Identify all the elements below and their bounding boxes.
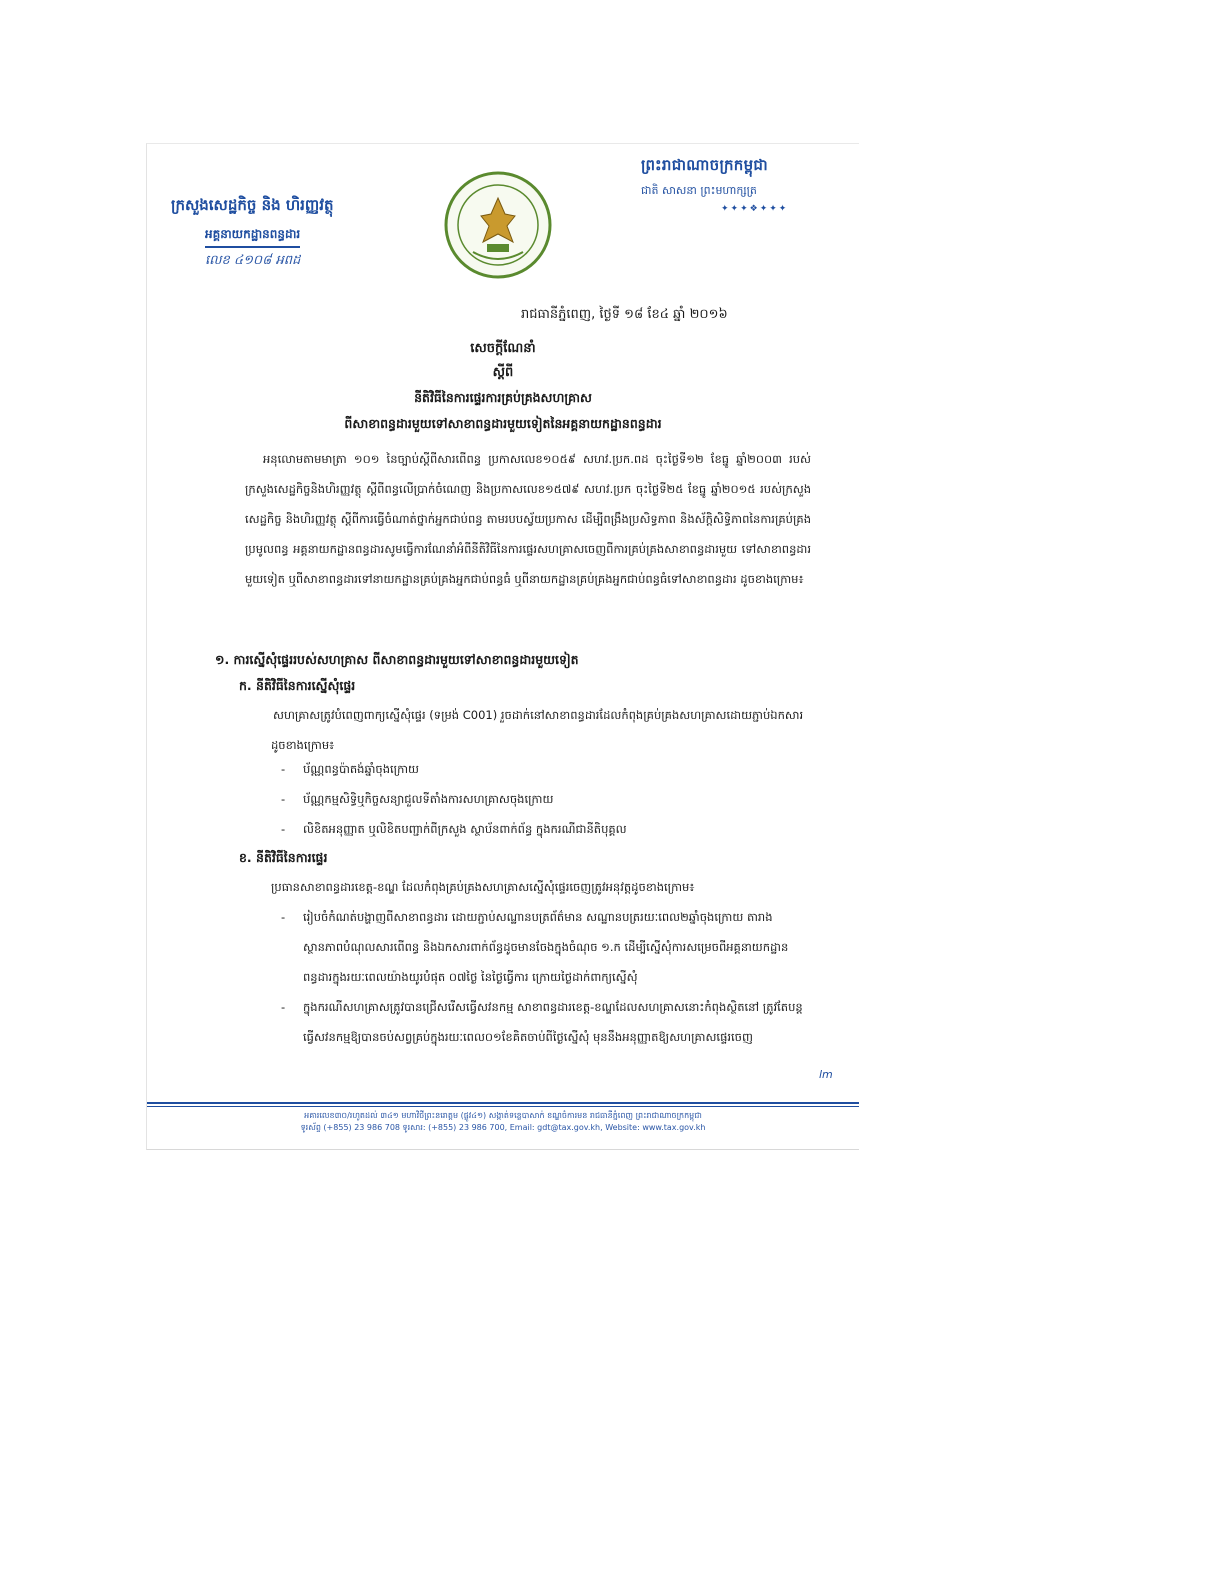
ornament-divider: ✦✦✦❖✦✦✦	[721, 204, 789, 214]
document-page	[146, 143, 859, 1150]
title-line-2: ពីសាខាពន្ធដារមួយទៅសាខាពន្ធដារមួយទៀតនៃអគ្គនាយកដ្ឋានពន្ធដារ	[344, 416, 662, 431]
footer-contact: ទូរស័ព្ទ (+855) 23 986 708 ទូរសារ: (+855) 23 986 700, Email: gdt@tax.gov.kh, Website: www.tax.gov.kh	[300, 1123, 706, 1132]
page-initials: lm	[819, 1068, 833, 1081]
footer-divider-thin	[147, 1106, 859, 1107]
list-item: - រៀបចំកំណត់បង្ហាញពីសាខាពន្ធដារ ដោយភ្ជាប់សណ្ឋានបត្រព័ត៌មាន សណ្ឋានបត្ររយៈពេល២ឆ្នាំចុងក្រោយ តារាងស្ថានភាពបំណុលសារពើពន្ធ និងឯកសារពាក់ព័ន្ធដូចមានចែងក្នុងចំណុច ១.ក ដើម្បីស្នើសុំការសម្រេចពីអគ្គនាយកដ្ឋានពន្ធដារក្នុងរយៈពេលយ៉ាងយូរបំផុត ០៧ថ្ងៃ នៃថ្ងៃធ្វើការ ក្រោយថ្ងៃដាក់ពាក្យស្នើសុំ	[281, 910, 789, 984]
kingdom-title: ព្រះរាជាណាចក្រកម្ពុជា	[641, 156, 768, 174]
transfer-steps-list	[281, 902, 811, 1052]
subsection-a-heading: ក. នីតិវិធីនៃការស្នើសុំផ្ទេរ	[239, 678, 356, 693]
list-item: - ប័ណ្ណកម្មសិទ្ធិឬកិច្ចសន្យាជួលទីតាំងការសហគ្រាសចុងក្រោយ	[281, 792, 554, 806]
list-item: - ក្នុងករណីសហគ្រាសត្រូវបានជ្រើសរើសធ្វើសវនកម្ម សាខាពន្ធដារខេត្ត-ខណ្ឌដែលសហគ្រាសនោះកំពុងស្ថិតនៅ ត្រូវតែបន្តធ្វើសវនកម្មឱ្យបានចប់សព្វគ្រប់ក្នុងរយៈពេល០១ខែគិតចាប់ពីថ្ងៃស្នើសុំ មុននឹងអនុញ្ញាតឱ្យសហគ្រាសផ្ទេរចេញ	[281, 1000, 803, 1044]
department-name: អគ្គនាយកដ្ឋានពន្ធដារ	[205, 226, 300, 248]
reference-number: លេខ ៤១០៨ អពដ	[205, 253, 301, 268]
title-line-1: នីតិវិធីនៃការផ្ទេរការគ្រប់គ្រងសហគ្រាស	[414, 390, 592, 405]
national-motto: ជាតិ សាសនា ព្រះមហាក្សត្រ	[641, 184, 757, 197]
title-about: ស្តីពី	[492, 365, 514, 380]
footer-divider	[147, 1102, 859, 1104]
intro-paragraph: អនុលោមតាមមាត្រា ១០១ នៃច្បាប់ស្តីពីសារពើពន្ធ ប្រកាសលេខ១០៥៩ សហវ.ប្រក.ពដ ចុះថ្ងៃទី១២ ខែធ្នូ ឆ្នាំ២០០៣ របស់ក្រសួងសេដ្ឋកិច្ចនិងហិរញ្ញវត្ថុ ស្តីពីពន្ធលើប្រាក់ចំណេញ និងប្រកាសលេខ១៥៧៩ សហវ.ប្រក ចុះថ្ងៃទី២៥ ខែធ្នូ ឆ្នាំ២០១៥ របស់ក្រសួងសេដ្ឋកិច្ច និងហិរញ្ញវត្ថុ ស្តីពីការធ្វើចំណាត់ថ្នាក់អ្នកជាប់ពន្ធ តាមរបបស្វ័យប្រកាស ដើម្បីពង្រឹងប្រសិទ្ធភាព និងស័ក្តិសិទ្ធិភាពនៃការគ្រប់គ្រងប្រមូលពន្ធ អគ្គនាយកដ្ឋានពន្ធដារសូមធ្វើការណែនាំអំពីនីតិវិធីនៃការផ្ទេរសហគ្រាសចេញពីការគ្រប់គ្រងសាខាពន្ធដារមួយ ទៅសាខាពន្ធដារមួយទៀត ឬពីសាខាពន្ធដារទៅនាយកដ្ឋានគ្រប់គ្រងអ្នកជាប់ពន្ធធំ ឬពីនាយកដ្ឋានគ្រប់គ្រងអ្នកជាប់ពន្ធធំទៅសាខាពន្ធដារ ដូចខាងក្រោម៖	[245, 452, 811, 586]
document-date: រាជធានីភ្នំពេញ, ថ្ងៃទី ១៨ ខែ៤ ឆ្នាំ ២០១៦	[521, 307, 728, 322]
list-item: - លិខិតអនុញ្ញាត ឬលិខិតបញ្ជាក់ពីក្រសួង ស្ថាប័នពាក់ព័ន្ធ ក្នុងករណីជានីតិបុគ្គល	[281, 822, 627, 836]
subsection-b-heading: ខ. នីតិវិធីនៃការផ្ទេរ	[239, 850, 328, 865]
list-item: - ប័ណ្ណពន្ធប៉ាតង់ឆ្នាំចុងក្រោយ	[281, 762, 420, 776]
gdt-seal-icon	[443, 170, 553, 280]
required-documents-list	[281, 754, 811, 844]
ministry-name: ក្រសួងសេដ្ឋកិច្ច និង ហិរញ្ញវត្ថុ	[171, 196, 334, 214]
document-type: សេចក្តីណែនាំ	[470, 341, 536, 356]
section-1-heading: ១. ការស្នើសុំផ្ទេររបស់សហគ្រាស ពីសាខាពន្ធដារមួយទៅសាខាពន្ធដារមួយទៀត	[215, 652, 579, 667]
footer-address: អគារលេខ៣០/រហូតដល់ ៣៤១ មហាវិថីព្រះនរោត្តម (ផ្លូវ៤១) សង្កាត់ទន្លេបាសាក់ ខណ្ឌចំការមន រាជធានីភ្នំពេញ ព្រះរាជាណាចក្រកម្ពុជា	[304, 1111, 702, 1120]
subsection-b-paragraph: ប្រធានសាខាពន្ធដារខេត្ត-ខណ្ឌ ដែលកំពុងគ្រប់គ្រងសហគ្រាសស្នើសុំផ្ទេរចេញត្រូវអនុវត្តដូចខាងក្រោម៖	[271, 880, 695, 894]
subsection-a-paragraph: សហគ្រាសត្រូវបំពេញពាក្យស្នើសុំផ្ទេរ (ទម្រង់ C001) រួចដាក់នៅសាខាពន្ធដារដែលកំពុងគ្រប់គ្រងសហគ្រាសដោយភ្ជាប់ឯកសារដូចខាងក្រោម៖	[271, 708, 804, 752]
